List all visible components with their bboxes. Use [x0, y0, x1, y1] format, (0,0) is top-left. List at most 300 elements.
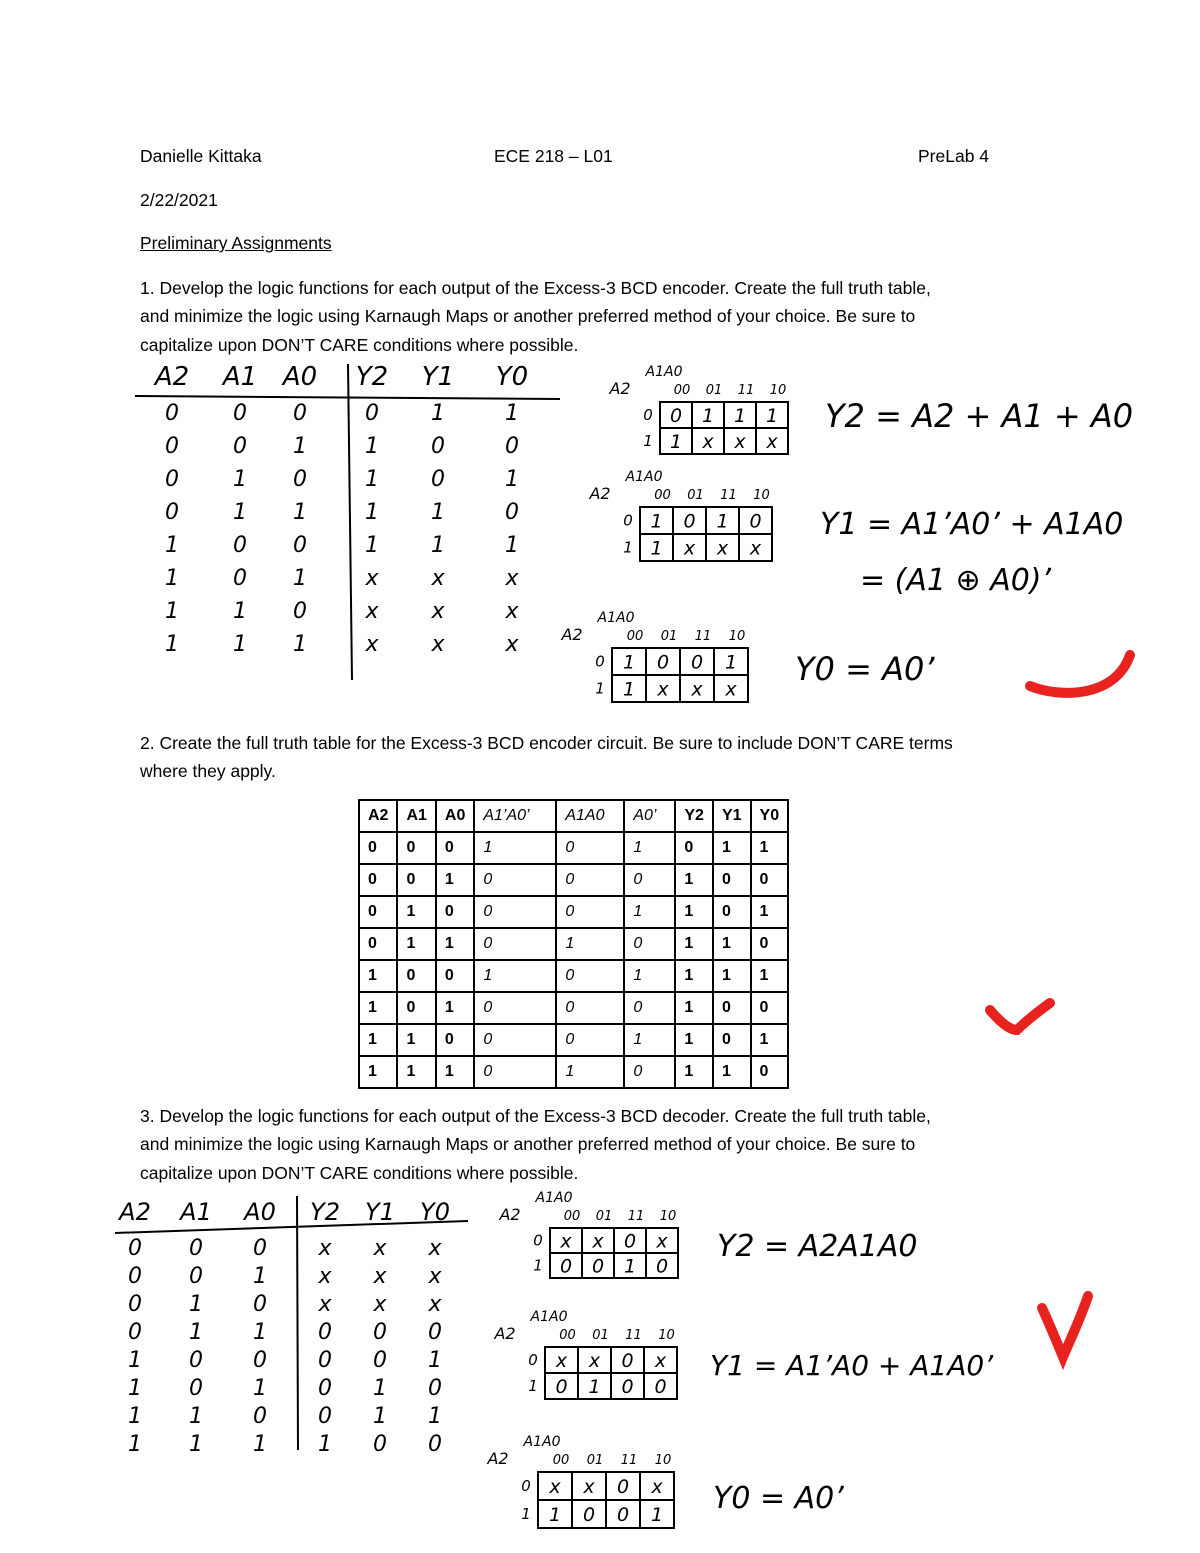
table-cell: 0 [556, 864, 624, 896]
kmap-cell: 0 [621, 1350, 634, 1372]
kmap-row-label: 1 [521, 1505, 531, 1523]
table-cell: 1 [624, 1024, 675, 1056]
karnaugh-map [608, 364, 788, 454]
handwritten-header: A1 [222, 362, 258, 392]
handwritten-header: A2 [119, 1198, 151, 1226]
handwritten-cell: 1 [189, 1432, 203, 1457]
handwritten-cell: x [428, 1264, 442, 1289]
kmap-col-var: A1A0 [523, 1434, 561, 1450]
table-cell: 0 [359, 864, 397, 896]
handwritten-cell: 0 [165, 467, 179, 492]
question-1-line-3: capitalize upon DON’T CARE conditions where possible. [140, 335, 579, 355]
table-cell: 0 [556, 992, 624, 1024]
table-cell: 0 [436, 1024, 474, 1056]
table-cell: 1 [436, 928, 474, 960]
table-cell: 0 [713, 992, 751, 1024]
handwritten-header: Y2 [310, 1198, 340, 1226]
table-header: A1A0 [556, 800, 624, 832]
handwritten-cell: 1 [373, 1404, 387, 1429]
table-cell: 1 [474, 960, 556, 992]
kmap-col-label: 10 [658, 1328, 675, 1343]
table-cell: 0 [474, 992, 556, 1024]
kmap-cell: 1 [650, 510, 663, 533]
table-cell: 0 [624, 1056, 675, 1088]
handwritten-cell: 1 [128, 1432, 142, 1457]
handwritten-cell: 1 [318, 1432, 332, 1457]
table-cell: 1 [675, 1024, 713, 1056]
handwritten-cell: 1 [431, 401, 445, 426]
handwritten-cell: 1 [253, 1432, 267, 1457]
table-header: Y1 [713, 800, 751, 832]
table-cell: 0 [397, 864, 435, 896]
kmap-cell: 0 [621, 1376, 634, 1398]
table-cell: 1 [751, 832, 789, 864]
kmap-cell: x [749, 537, 762, 560]
handwritten-cell: 0 [128, 1320, 142, 1345]
handwritten-header: Y0 [495, 362, 529, 392]
handwritten-cell: x [431, 599, 445, 624]
handwritten-cell: 0 [428, 1432, 442, 1457]
encoder-y2-equation: Y2 = A2 + A1 + A0 [825, 397, 1134, 435]
handwritten-cell: 1 [293, 566, 307, 591]
kmap-cell: 0 [616, 1476, 630, 1498]
table-cell: 0 [474, 1056, 556, 1088]
table-cell: 0 [751, 992, 789, 1024]
handwritten-cell: 0 [373, 1348, 387, 1373]
kmap-col-label: 00 [563, 1209, 581, 1224]
table-cell: 0 [624, 992, 675, 1024]
handwritten-cell: 1 [373, 1376, 387, 1401]
handwritten-cell: 0 [318, 1320, 332, 1345]
handwritten-cell: 0 [293, 401, 307, 426]
kmap-row-var: A2 [487, 1449, 509, 1468]
handwritten-header: A1 [180, 1198, 212, 1226]
question-2-line-1: 2. Create the full truth table for the Excess-3 BCD encoder circuit. Be sure to include DON’T CARE terms [140, 733, 953, 753]
kmap-col-label: 10 [654, 1453, 672, 1468]
kmap-cell: 1 [716, 510, 729, 533]
handwritten-cell: 0 [253, 1404, 267, 1429]
kmap-cell: 0 [669, 405, 683, 427]
handwritten-cell: 1 [233, 599, 247, 624]
kmap-cell: x [734, 431, 746, 453]
table-cell: 1 [624, 896, 675, 928]
kmap-col-label: 01 [660, 629, 678, 644]
handwritten-cell: 1 [189, 1292, 203, 1317]
table-cell: 1 [713, 1056, 751, 1088]
kmap-cell: 1 [733, 405, 747, 427]
kmap-cell: x [560, 1230, 572, 1253]
kmap-col-label: 11 [694, 629, 712, 644]
handwritten-cell: x [373, 1236, 387, 1261]
table-cell: 1 [624, 832, 675, 864]
handwritten-cell: 0 [189, 1236, 203, 1261]
handwritten-cell: 0 [293, 599, 307, 624]
handwritten-header: Y1 [421, 362, 455, 392]
table-cell: 0 [359, 928, 397, 960]
encoder-y0-equation: Y0 = A0’ [795, 650, 935, 688]
kmap-row-label: 0 [595, 652, 605, 671]
date: 2/22/2021 [140, 190, 218, 210]
section-title: Preliminary Assignments [140, 233, 332, 253]
handwritten-cell: 0 [128, 1292, 142, 1317]
kmap-row-label: 1 [528, 1377, 538, 1395]
table-cell: 1 [359, 1056, 397, 1088]
kmap-row-label: 0 [533, 1231, 543, 1250]
kmap-cell: x [691, 678, 703, 701]
kmap-col-var: A1A0 [625, 469, 663, 485]
table-cell: 1 [397, 928, 435, 960]
kmap-cell: 1 [548, 1504, 562, 1526]
table-cell: 0 [556, 1024, 624, 1056]
table-cell: 1 [713, 960, 751, 992]
table-cell: 1 [675, 960, 713, 992]
kmap-cell: x [549, 1476, 561, 1498]
handwritten-cell: x [318, 1236, 332, 1261]
table-cell: 1 [751, 960, 789, 992]
handwritten-cell: 1 [365, 500, 379, 525]
kmap-col-label: 01 [705, 383, 723, 398]
grade-smile-mark [1030, 655, 1130, 693]
decoder-y2-equation: Y2 = A2A1A0 [717, 1229, 918, 1264]
kmap-cell: 0 [690, 651, 704, 674]
kmap-cell: 1 [650, 537, 663, 560]
kmap-col-label: 10 [769, 383, 787, 398]
handwritten-cell: x [428, 1292, 442, 1317]
table-cell: 1 [713, 832, 751, 864]
kmap-cell: x [588, 1350, 601, 1372]
kmap-cell: 1 [650, 1504, 664, 1526]
handwritten-cell: 1 [128, 1404, 142, 1429]
kmap-cell: 0 [749, 510, 762, 533]
kmap-row-label: 0 [521, 1477, 531, 1495]
table-cell: 0 [556, 896, 624, 928]
handwritten-cell: 0 [428, 1320, 442, 1345]
kmap-cell: 1 [765, 405, 779, 427]
handwritten-cell: x [431, 566, 445, 591]
kmap-col-label: 01 [586, 1453, 604, 1468]
handwritten-cell: x [365, 599, 379, 624]
table-cell: 1 [436, 864, 474, 896]
handwritten-cell: 0 [431, 467, 445, 492]
kmap-cell: x [683, 537, 696, 560]
kmap-col-var: A1A0 [530, 1309, 568, 1325]
handwritten-cell: 0 [128, 1236, 142, 1261]
kmap-col-label: 11 [627, 1209, 645, 1224]
handwritten-cell: 0 [318, 1348, 332, 1373]
table-cell: 1 [751, 896, 789, 928]
handwritten-cell: x [505, 599, 519, 624]
decoder-y0-equation: Y0 = A0’ [713, 1481, 844, 1516]
kmap-row-label: 1 [533, 1256, 543, 1275]
grade-check-mark [1042, 1296, 1088, 1357]
kmap-cell: 0 [591, 1255, 605, 1278]
table-cell: 1 [397, 1056, 435, 1088]
table-cell: 1 [359, 1024, 397, 1056]
kmap-col-var: A1A0 [535, 1190, 573, 1206]
handwritten-cell: 1 [128, 1348, 142, 1373]
karnaugh-map [493, 1309, 677, 1399]
author-name: Danielle Kittaka [140, 146, 262, 166]
kmap-row-label: 1 [643, 432, 653, 450]
handwritten-cell: 1 [189, 1404, 203, 1429]
table-cell: 0 [675, 832, 713, 864]
handwritten-cell: 1 [431, 500, 445, 525]
table-cell: 1 [713, 928, 751, 960]
handwritten-cell: x [373, 1264, 387, 1289]
handwritten-cell: 1 [293, 434, 307, 459]
handwritten-cell: 1 [165, 566, 179, 591]
kmap-col-label: 00 [626, 629, 644, 644]
handwritten-encoder-table [135, 362, 560, 680]
table-cell: 1 [556, 1056, 624, 1088]
table-cell: 0 [436, 832, 474, 864]
kmap-cell: x [651, 1476, 663, 1498]
kmap-row-label: 0 [528, 1351, 538, 1369]
table-cell: 1 [474, 832, 556, 864]
handwritten-header: Y1 [365, 1198, 395, 1226]
kmap-col-label: 01 [687, 488, 704, 503]
handwritten-cell: x [365, 566, 379, 591]
karnaugh-map [560, 610, 748, 702]
handwritten-cell: 0 [373, 1320, 387, 1345]
question-1-line-1: 1. Develop the logic functions for each output of the Excess-3 BCD encoder. Create the full truth table, [140, 278, 931, 298]
table-cell: 0 [713, 1024, 751, 1056]
handwritten-cell: 1 [293, 500, 307, 525]
handwritten-cell: 1 [505, 467, 519, 492]
karnaugh-map [486, 1434, 674, 1528]
kmap-cell: 0 [656, 651, 670, 674]
handwritten-cell: 0 [318, 1376, 332, 1401]
handwritten-cell: x [505, 566, 519, 591]
handwritten-cell: 1 [505, 401, 519, 426]
kmap-row-var: A2 [494, 1324, 516, 1343]
handwritten-header: A0 [244, 1198, 276, 1226]
handwritten-cell: 0 [189, 1264, 203, 1289]
table-header: A2 [359, 800, 397, 832]
table-cell: 0 [397, 960, 435, 992]
handwritten-cell: 1 [253, 1376, 267, 1401]
handwritten-cell: 0 [165, 401, 179, 426]
kmap-col-var: A1A0 [645, 364, 683, 380]
table-cell: 1 [397, 1024, 435, 1056]
kmap-col-label: 11 [737, 383, 755, 398]
kmap-cell: x [657, 678, 669, 701]
handwritten-cell: x [431, 632, 445, 657]
table-cell: 0 [474, 896, 556, 928]
handwritten-cell: 1 [428, 1404, 442, 1429]
table-cell: 1 [675, 1056, 713, 1088]
handwritten-cell: x [428, 1236, 442, 1261]
kmap-cell: x [656, 1230, 668, 1253]
handwritten-cell: 0 [128, 1264, 142, 1289]
karnaugh-map [498, 1190, 678, 1278]
handwritten-cell: 0 [233, 533, 247, 558]
kmap-row-label: 1 [595, 679, 605, 698]
handwritten-cell: 0 [505, 434, 519, 459]
handwritten-cell: 0 [253, 1348, 267, 1373]
handwritten-cell: 1 [365, 434, 379, 459]
handwritten-cell: 1 [505, 533, 519, 558]
handwritten-cell: x [505, 632, 519, 657]
table-header: A1 [397, 800, 435, 832]
handwritten-cell: 0 [365, 401, 379, 426]
kmap-col-label: 10 [728, 629, 746, 644]
kmap-cell: 0 [655, 1255, 669, 1278]
table-cell: 0 [474, 1024, 556, 1056]
decoder-y1-equation: Y1 = A1’A0 + A1A0’ [710, 1349, 994, 1382]
kmap-col-label: 10 [659, 1209, 677, 1224]
kmap-col-label: 11 [625, 1328, 642, 1343]
handwritten-cell: 1 [165, 599, 179, 624]
handwritten-cell: 0 [505, 500, 519, 525]
handwritten-cell: 1 [189, 1320, 203, 1345]
kmap-col-var: A1A0 [597, 610, 635, 626]
question-2-line-2: where they apply. [140, 761, 276, 781]
handwritten-header: A0 [282, 362, 318, 392]
table-cell: 1 [675, 896, 713, 928]
handwritten-cell: x [373, 1292, 387, 1317]
kmap-cell: 1 [623, 1255, 637, 1278]
handwritten-cell: 0 [293, 467, 307, 492]
kmap-cell: 1 [622, 651, 636, 674]
table-cell: 0 [436, 960, 474, 992]
kmap-cell: x [592, 1230, 604, 1253]
handwritten-cell: 0 [233, 566, 247, 591]
table-cell: 1 [675, 928, 713, 960]
handwritten-cell: 1 [431, 533, 445, 558]
handwritten-cell: 1 [365, 467, 379, 492]
table-header: A0’ [624, 800, 675, 832]
table-header: A1’A0’ [474, 800, 556, 832]
encoder-y1-equation: Y1 = A1’A0’ + A1A0 [820, 507, 1124, 542]
table-cell: 1 [675, 864, 713, 896]
handwritten-cell: 1 [233, 467, 247, 492]
handwritten-header: Y0 [420, 1198, 450, 1226]
question-3-line-3: capitalize upon DON’T CARE conditions where possible. [140, 1163, 579, 1183]
handwritten-cell: 0 [189, 1348, 203, 1373]
table-cell: 1 [556, 928, 624, 960]
kmap-cell: 1 [622, 678, 636, 701]
question-1-line-2: and minimize the logic using Karnaugh Maps or another preferred method of your choice. Be sure to [140, 306, 916, 326]
table-cell: 0 [751, 1056, 789, 1088]
handwritten-cell: x [365, 632, 379, 657]
handwritten-cell: 1 [293, 632, 307, 657]
encoder-y1-xnor-equation: = (A1 ⊕ A0)’ [860, 563, 1052, 598]
handwritten-header: A2 [154, 362, 190, 392]
kmap-row-var: A2 [609, 379, 631, 398]
kmap-cell: 0 [616, 1504, 630, 1526]
handwritten-cell: 1 [428, 1348, 442, 1373]
kmap-cell: x [555, 1350, 568, 1372]
handwritten-cell: 0 [189, 1376, 203, 1401]
handwritten-cell: 0 [318, 1404, 332, 1429]
kmap-cell: 1 [669, 431, 683, 453]
handwritten-cell: 0 [165, 500, 179, 525]
table-cell: 1 [397, 896, 435, 928]
table-cell: 1 [436, 992, 474, 1024]
handwritten-cell: 0 [373, 1432, 387, 1457]
kmap-cell: 1 [724, 651, 738, 674]
kmap-row-var: A2 [499, 1205, 521, 1224]
table-cell: 1 [436, 1056, 474, 1088]
handwritten-decoder-table [115, 1196, 468, 1457]
handwritten-cell: 0 [293, 533, 307, 558]
table-cell: 1 [359, 960, 397, 992]
kmap-cell: x [766, 431, 778, 453]
course-code: ECE 218 – L01 [494, 146, 613, 166]
handwritten-cell: 1 [233, 500, 247, 525]
table-cell: 1 [675, 992, 713, 1024]
table-cell: 0 [751, 928, 789, 960]
table-cell: 0 [397, 832, 435, 864]
kmap-row-var: A2 [589, 484, 611, 503]
kmap-col-label: 10 [753, 488, 770, 503]
kmap-cell: 0 [559, 1255, 573, 1278]
handwritten-cell: 1 [165, 632, 179, 657]
handwritten-cell: 0 [431, 434, 445, 459]
handwritten-cell: 1 [128, 1376, 142, 1401]
kmap-col-label: 01 [592, 1328, 609, 1343]
handwritten-cell: 1 [165, 533, 179, 558]
kmap-row-label: 1 [623, 538, 633, 557]
kmap-cell: 1 [701, 405, 715, 427]
kmap-row-var: A2 [561, 625, 583, 644]
handwritten-cell: x [318, 1264, 332, 1289]
table-cell: 0 [359, 832, 397, 864]
table-cell: 1 [359, 992, 397, 1024]
kmap-col-label: 11 [720, 488, 737, 503]
kmap-cell: 0 [683, 510, 696, 533]
kmap-cell: 0 [623, 1230, 637, 1253]
kmap-row-label: 0 [643, 406, 653, 424]
kmap-cell: x [716, 537, 729, 560]
kmap-cell: x [702, 431, 714, 453]
table-cell: 0 [474, 928, 556, 960]
kmap-cell: x [654, 1350, 667, 1372]
handwritten-cell: 0 [428, 1376, 442, 1401]
handwritten-cell: 1 [233, 632, 247, 657]
kmap-cell: 0 [654, 1376, 667, 1398]
kmap-col-label: 00 [552, 1453, 570, 1468]
handwritten-cell: 0 [233, 401, 247, 426]
kmap-cell: x [725, 678, 737, 701]
kmap-col-label: 00 [673, 383, 691, 398]
table-cell: 0 [436, 896, 474, 928]
handwritten-cell: 0 [165, 434, 179, 459]
question-3-line-1: 3. Develop the logic functions for each output of the Excess-3 BCD decoder. Create the full truth table, [140, 1106, 931, 1126]
handwritten-cell: 0 [253, 1292, 267, 1317]
table-cell: 0 [397, 992, 435, 1024]
handwritten-cell: 1 [253, 1264, 267, 1289]
table-header: Y2 [675, 800, 713, 832]
table-cell: 0 [624, 864, 675, 896]
table-cell: 0 [474, 864, 556, 896]
lab-title: PreLab 4 [918, 146, 990, 166]
table-cell: 1 [751, 1024, 789, 1056]
table-cell: 0 [624, 928, 675, 960]
table-cell: 0 [359, 896, 397, 928]
table-cell: 0 [556, 832, 624, 864]
table-cell: 1 [624, 960, 675, 992]
kmap-cell: 1 [588, 1376, 601, 1398]
handwritten-cell: 1 [253, 1320, 267, 1345]
kmap-cell: x [583, 1476, 595, 1498]
table-header: A0 [436, 800, 474, 832]
kmap-col-label: 00 [654, 488, 671, 503]
kmap-col-label: 00 [559, 1328, 576, 1343]
table-cell: 0 [713, 864, 751, 896]
kmap-cell: 0 [555, 1376, 568, 1398]
